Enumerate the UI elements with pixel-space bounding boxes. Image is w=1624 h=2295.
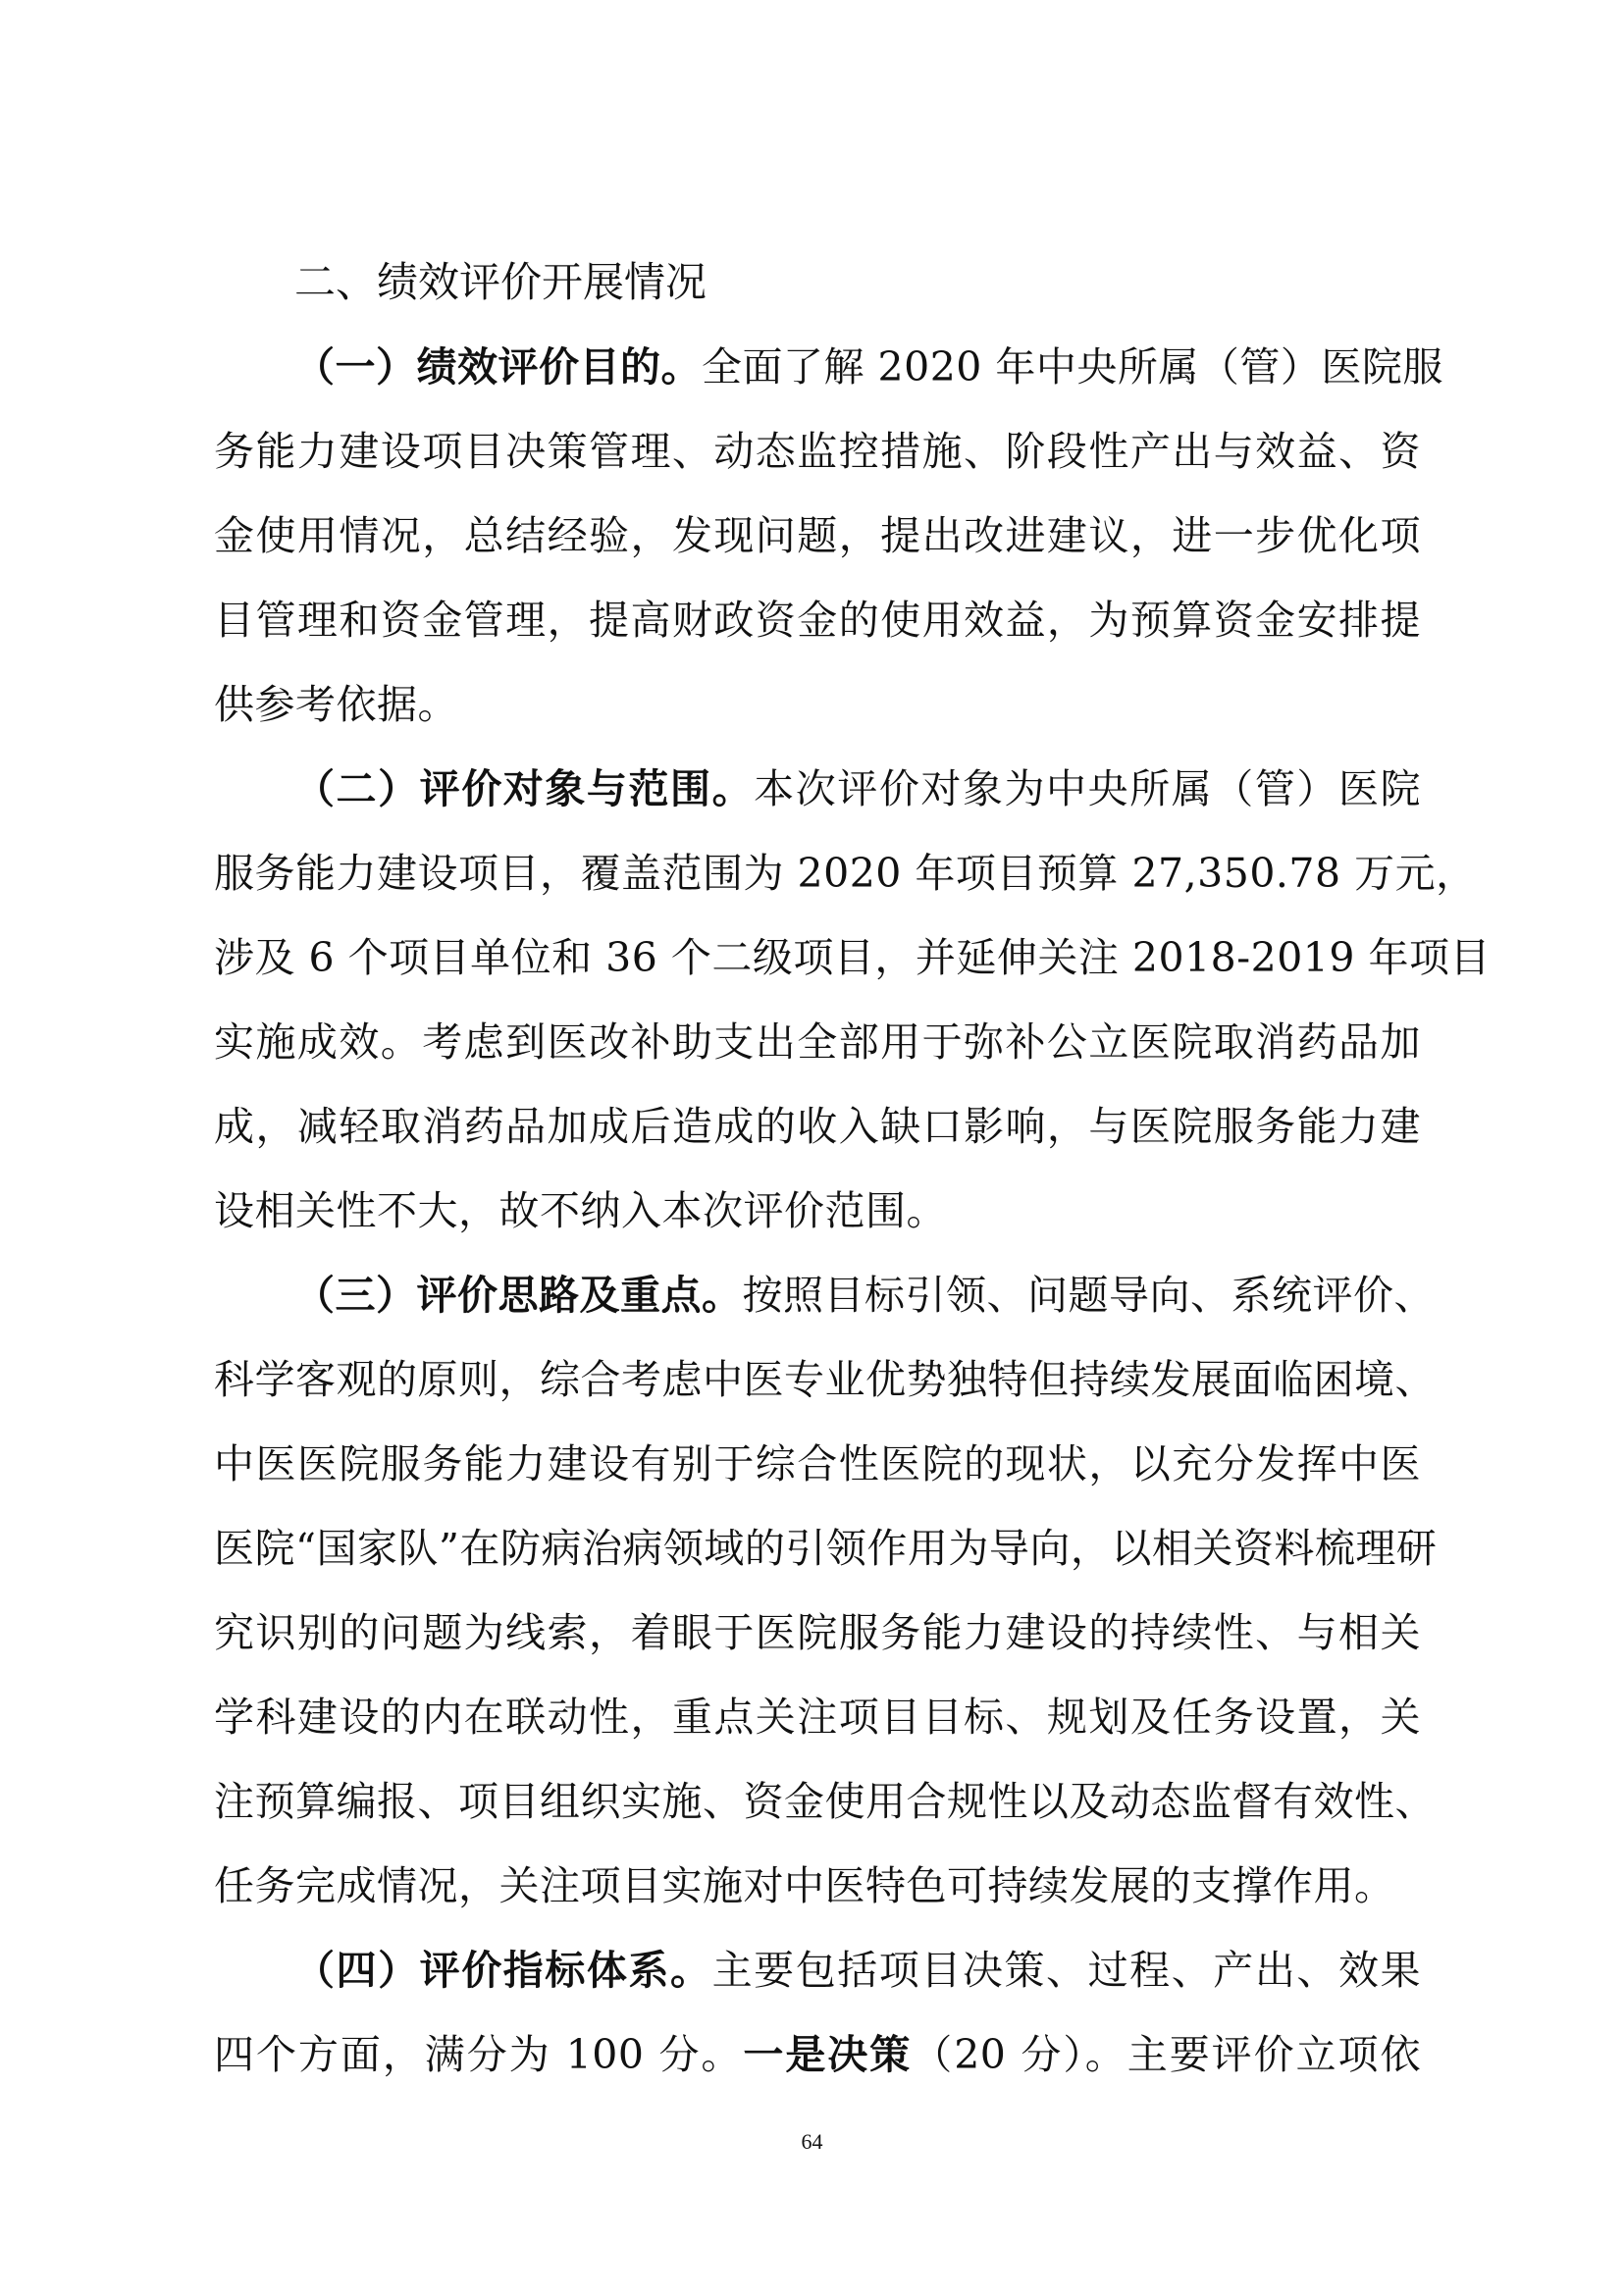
- paragraph-1-text-1: 全面了解 2020 年中央所属（管）医院服: [702, 343, 1443, 391]
- paragraph-3-line-4: 医院“国家队”在防病治病领域的引领作用为导向，以相关资料梳理研: [214, 1525, 1438, 1572]
- page-number: 64: [801, 2129, 823, 2154]
- paragraph-4-line-1: [294, 1941, 1421, 2000]
- paragraph-3-lead: （三）评价思路及重点。: [294, 1272, 743, 1319]
- paragraph-3-line-8: 任务完成情况，关注项目实施对中医特色可持续发展的支撑作用。: [214, 1862, 1395, 1909]
- paragraph-2-line-5: 成，减轻取消药品加成后造成的收入缺口影响，与医院服务能力建: [214, 1103, 1421, 1150]
- paragraph-3-line-1: [294, 1266, 1435, 1325]
- paragraph-3-line-3: 中医医院服务能力建设有别于综合性医院的现状，以充分发挥中医: [214, 1440, 1421, 1487]
- paragraph-3-line-6: 学科建设的内在联动性，重点关注项目目标、规划及任务设置，关: [214, 1694, 1421, 1741]
- paragraph-1-line-4: 目管理和资金管理，提高财政资金的使用效益，为预算资金安排提: [214, 597, 1421, 644]
- paragraph-2-line-2: 服务能力建设项目，覆盖范围为 2020 年项目预算 27,350.78 万元，: [214, 850, 1477, 897]
- paragraph-2-line-1: [294, 759, 1421, 818]
- paragraph-2-text-1: 本次评价对象为中央所属（管）医院: [754, 765, 1422, 812]
- section-title: 二、绩效评价开展情况: [294, 258, 707, 306]
- paragraph-2-line-3: 涉及 6 个项目单位和 36 个二级项目，并延伸关注 2018-2019 年项目: [214, 934, 1491, 981]
- paragraph-1-line-5: 供参考依据。: [214, 681, 458, 728]
- paragraph-3-line-5: 究识别的问题为线索，着眼于医院服务能力建设的持续性、与相关: [214, 1609, 1421, 1656]
- paragraph-4-text-1: 主要包括项目决策、过程、产出、效果: [711, 1947, 1421, 1994]
- paragraph-3-line-7: 注预算编报、项目组织实施、资金使用合规性以及动态监督有效性、: [214, 1778, 1436, 1825]
- paragraph-1-line-2: 务能力建设项目决策管理、动态监控措施、阶段性产出与效益、资: [214, 428, 1421, 475]
- paragraph-2-line-6: 设相关性不大，故不纳入本次评价范围。: [214, 1187, 947, 1234]
- paragraph-4-inline-bold: 一是决策: [743, 2031, 913, 2078]
- paragraph-4-text-3: （20 分）。主要评价立项依: [912, 2031, 1422, 2078]
- paragraph-4-text-2: 四个方面，满分为 100 分。: [214, 2031, 744, 2078]
- paragraph-3-text-1: 按照目标引领、问题导向、系统评价、: [742, 1272, 1435, 1319]
- paragraph-3-line-2: 科学客观的原则，综合考虑中医专业优势独特但持续发展面临困境、: [214, 1356, 1436, 1403]
- paragraph-1-line-1: [294, 338, 1443, 396]
- paragraph-4-lead: （四）评价指标体系。: [294, 1947, 712, 1994]
- paragraph-2-lead: （二）评价对象与范围。: [294, 765, 755, 812]
- paragraph-1-line-3: 金使用情况，总结经验，发现问题，提出改进建议，进一步优化项: [214, 512, 1421, 559]
- paragraph-2-line-4: 实施成效。考虑到医改补助支出全部用于弥补公立医院取消药品加: [214, 1018, 1421, 1066]
- paragraph-4-line-2: [214, 2025, 1421, 2084]
- paragraph-1-lead: （一）绩效评价目的。: [294, 343, 702, 391]
